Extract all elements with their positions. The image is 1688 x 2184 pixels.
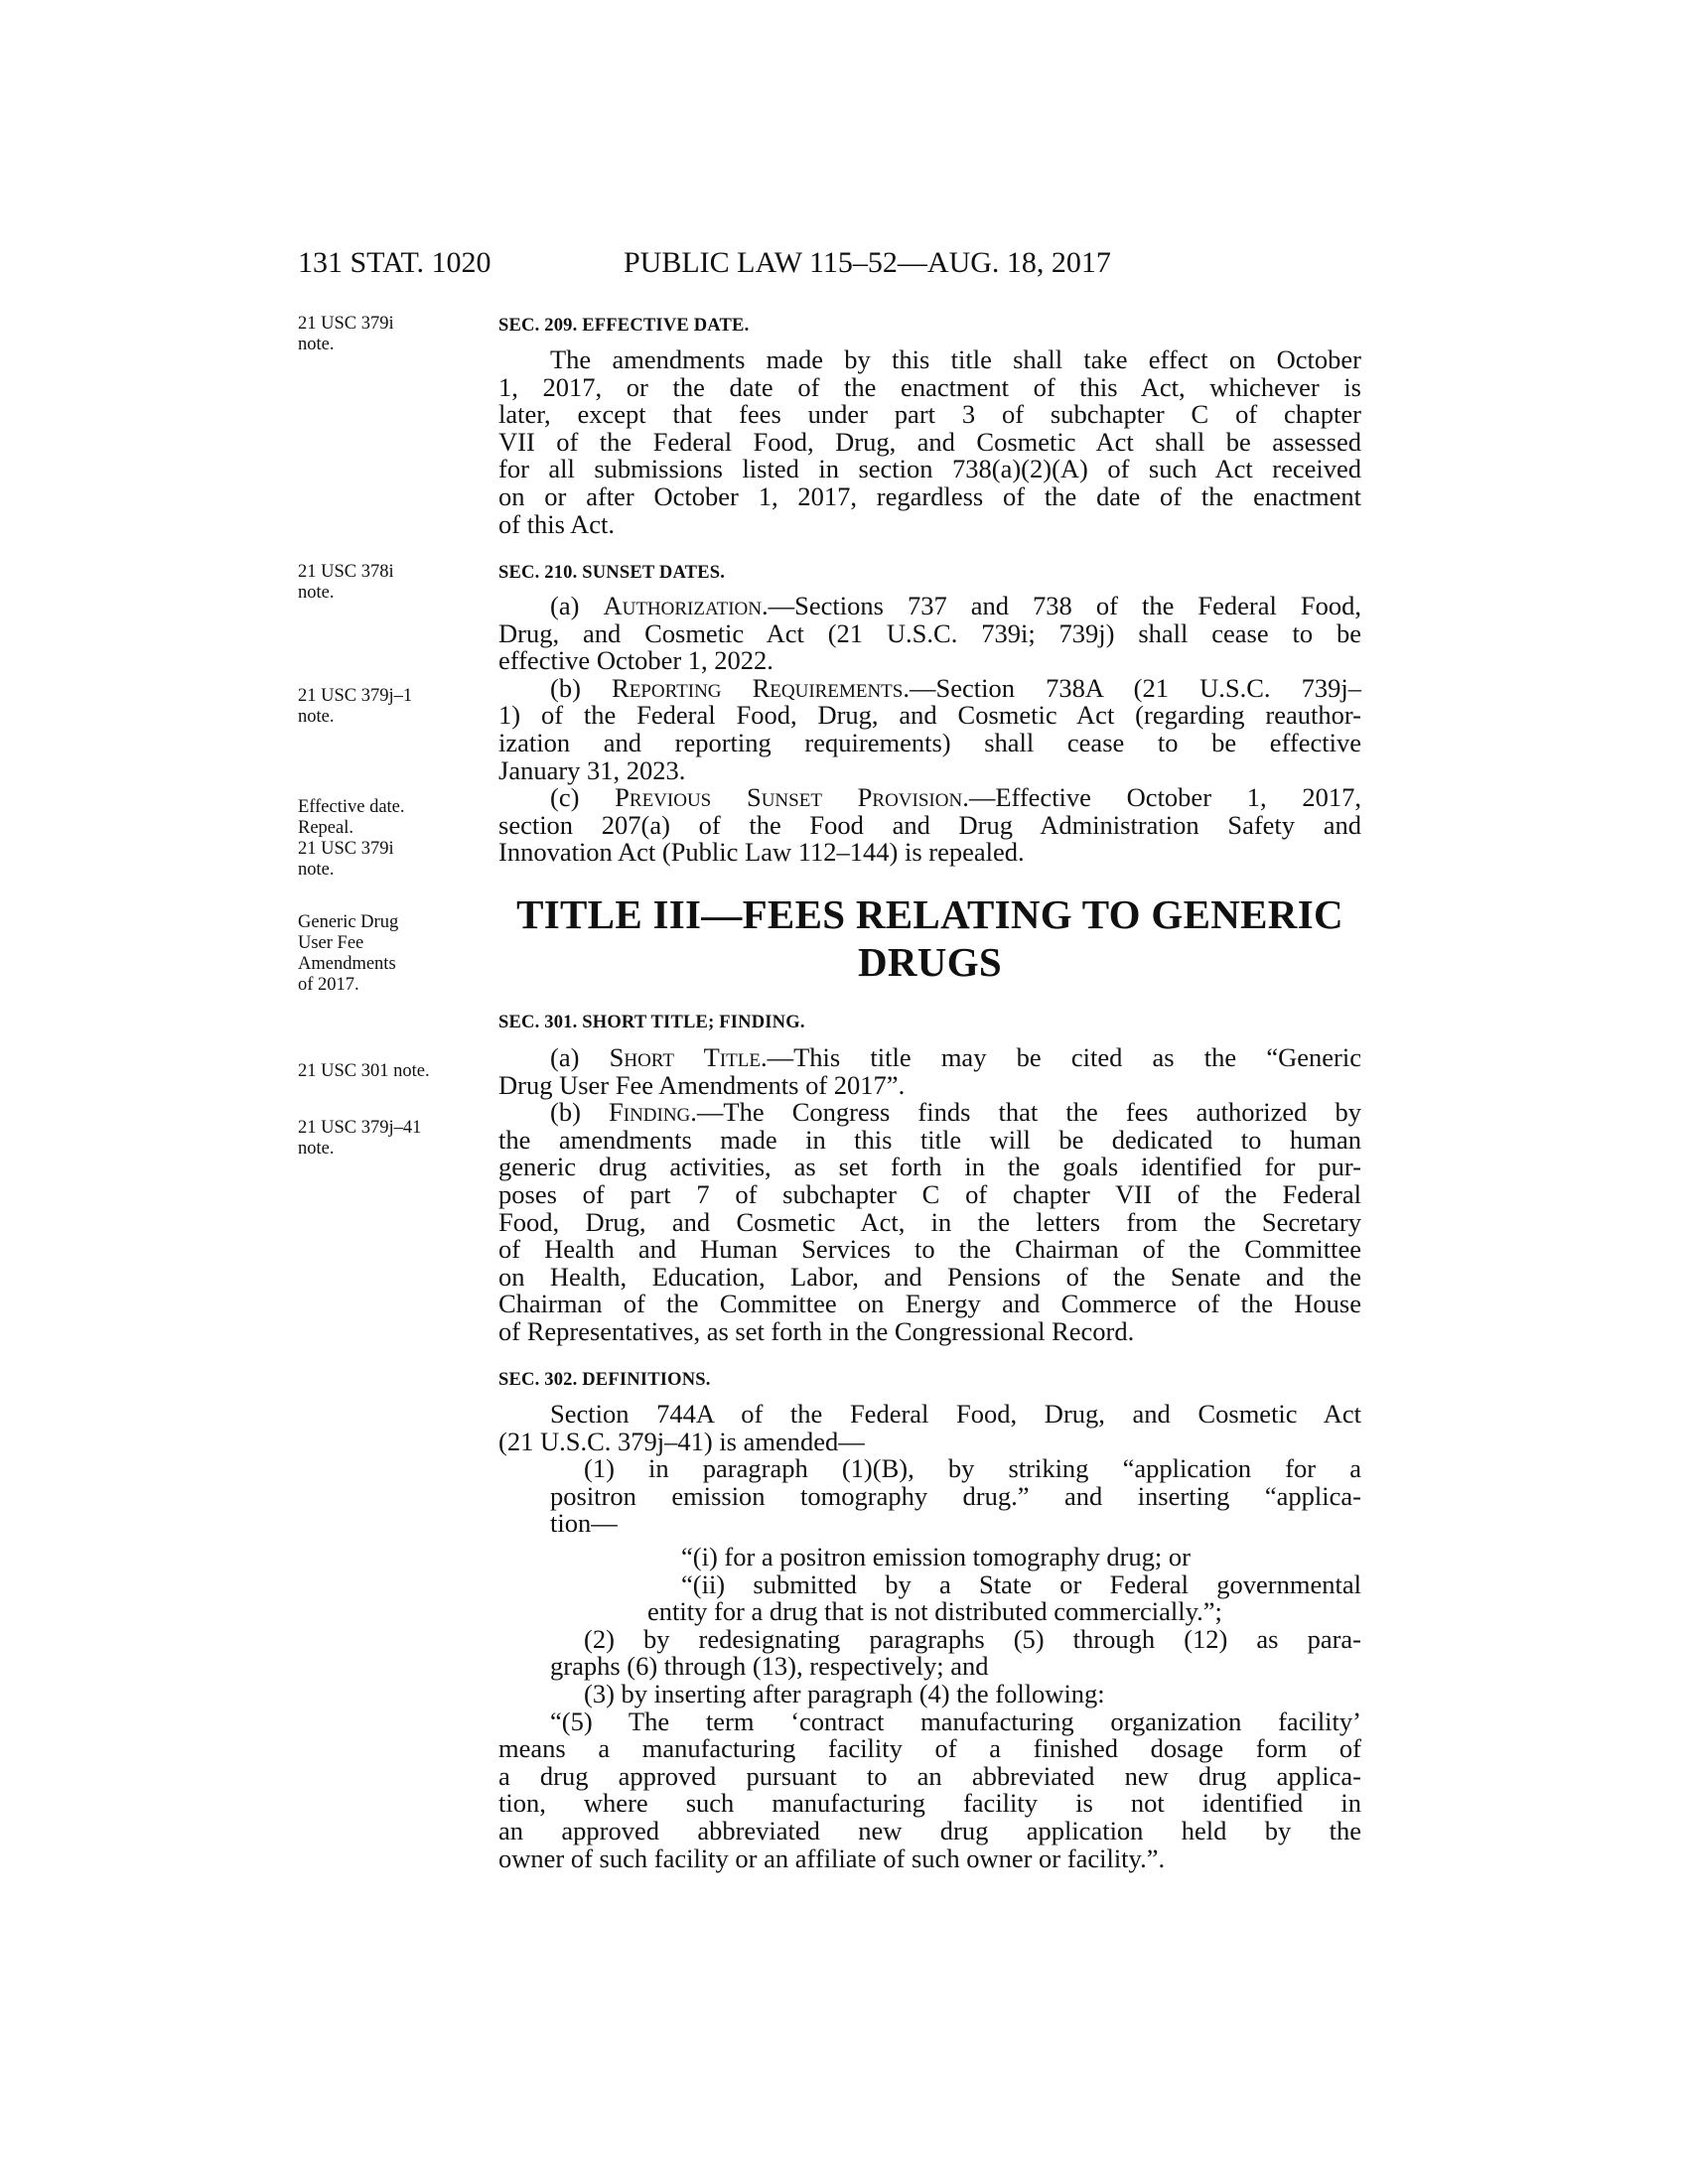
subsection-text: .—This title may be cited as the “Generic <box>760 1042 1361 1072</box>
sidenote-sec210c <box>298 797 496 881</box>
subsection-label: (a) <box>550 591 604 620</box>
section-302-text <box>498 1401 1361 1872</box>
subsection-text: .—The Congress finds that the fees authorized by <box>690 1097 1361 1128</box>
text-line <box>498 1044 1361 1072</box>
text-line: VII of the Federal Food, Drug, and Cosmetic Act shall be assessed <box>498 426 1361 457</box>
text-line: “(i) for a positron emission tomography drug; or <box>681 1541 1191 1571</box>
text-line <box>498 672 1361 703</box>
text-line: entity for a drug that is not distributed commercially.”; <box>647 1596 1222 1627</box>
text-line: the amendments made in this title will be dedicated to human <box>498 1124 1361 1155</box>
sidenote-line: 21 USC 379j–41 <box>298 1118 422 1138</box>
section-210-text <box>498 593 1361 867</box>
sidenote-line: Repeal. <box>298 818 353 838</box>
text-line: of Health and Human Services to the Chairman of the Committee <box>498 1234 1361 1265</box>
subsection-label: (b) <box>550 672 613 703</box>
text-line <box>498 593 1361 620</box>
text-line <box>498 1099 1361 1127</box>
text-line: positron emission tomography drug.” and inserting “applica- <box>550 1480 1361 1511</box>
section-heading-301: SEC. 301. SHORT TITLE; FINDING. <box>498 1013 805 1032</box>
text-line: Drug User Fee Amendments of 2017”. <box>498 1069 906 1100</box>
subsection-caption: Previous Sunset Provision <box>615 782 963 813</box>
section-301-text <box>498 1044 1361 1346</box>
subsection-text: .—Effective October 1, 2017, <box>962 782 1361 813</box>
sidenote-sec210b <box>298 686 496 728</box>
text-line: tion— <box>550 1508 618 1539</box>
subsection-label: (c) <box>550 782 616 813</box>
text-line: an approved abbreviated new drug application held by the <box>498 1815 1361 1845</box>
sidenote-title3 <box>298 912 496 996</box>
subsection-text: .—Sections 737 and 738 of the Federal Food, <box>761 591 1361 620</box>
text-line: graphs (6) through (13), respectively; and <box>550 1651 989 1682</box>
sidenote-line: 21 USC 379j–1 <box>298 686 413 706</box>
sidenote-line: note. <box>298 707 335 727</box>
subsection-label: (b) <box>550 1097 609 1128</box>
title-line: DRUGS <box>857 939 1003 985</box>
sidenote-sec301a <box>298 1061 496 1082</box>
sidenote-sec301b <box>298 1118 496 1160</box>
section-heading-302: SEC. 302. DEFINITIONS. <box>498 1370 711 1390</box>
text-line: poses of part 7 of subchapter C of chapter VII of the Federal <box>498 1178 1361 1209</box>
text-line: (21 U.S.C. 379j–41) is amended— <box>498 1426 865 1456</box>
text-line: “(ii) submitted by a State or Federal governmental <box>681 1569 1361 1599</box>
text-line: section 207(a) of the Food and Drug Administration Safety and <box>498 809 1361 840</box>
text-line: for all submissions listed in section 738(a)(2)(A) of such Act received <box>498 454 1361 484</box>
sidenote-line: note. <box>298 860 335 880</box>
sidenote-line: 21 USC 379i <box>298 314 394 334</box>
section-209-text <box>498 346 1361 538</box>
text-line: 1, 2017, or the date of the enactment of this Act, whichever is <box>498 371 1361 402</box>
text-line: of this Act. <box>498 508 616 539</box>
text-line: Chairman of the Committee on Energy and Commerce of the House <box>498 1289 1361 1319</box>
sidenote-line: 21 USC 301 note. <box>298 1061 430 1081</box>
section-heading-209: SEC. 209. EFFECTIVE DATE. <box>498 316 750 336</box>
sidenote-line: Amendments <box>298 954 396 974</box>
sidenote-sec209 <box>298 314 496 355</box>
text-line: ization and reporting requirements) shall cease to be effective <box>498 727 1361 757</box>
text-line: means a manufacturing facility of a finished dosage form of <box>498 1733 1361 1764</box>
text-line: Section 744A of the Federal Food, Drug, and Cosmetic Act <box>550 1399 1361 1429</box>
subsection-caption: Reporting Requirements <box>612 672 904 703</box>
subsection-label: (a) <box>550 1042 610 1072</box>
subsection-caption: Authorization <box>603 591 762 620</box>
text-line: Drug, and Cosmetic Act (21 U.S.C. 739i; 739j) shall cease to be <box>498 617 1361 648</box>
text-line: a drug approved pursuant to an abbreviated new drug applica- <box>498 1760 1361 1791</box>
text-line <box>498 784 1361 812</box>
text-line: generic drug activities, as set forth in the goals identified for pur- <box>498 1152 1361 1182</box>
sidenote-line: User Fee <box>298 933 364 953</box>
text-line: The amendments made by this title shall take effect on October <box>550 344 1361 374</box>
text-line: later, except that fees under part 3 of subchapter C of chapter <box>498 399 1361 430</box>
text-line: January 31, 2023. <box>498 754 686 785</box>
text-line: tion, where such manufacturing facility is not identified in <box>498 1788 1361 1819</box>
text-line: (1) in paragraph (1)(B), by striking “application for a <box>584 1453 1361 1484</box>
subsection-caption: Short Title <box>609 1042 761 1072</box>
text-line: Food, Drug, and Cosmetic Act, in the letters from the Secretary <box>498 1206 1361 1237</box>
running-head-law: PUBLIC LAW 115–52—AUG. 18, 2017 <box>624 246 1111 279</box>
text-line: of Representatives, as set forth in the Congressional Record. <box>498 1315 1135 1346</box>
sidenote-sec210 <box>298 562 496 604</box>
text-line: “(5) The term ‘contract manufacturing organization facility’ <box>550 1706 1361 1736</box>
sidenote-line: 21 USC 379i <box>298 839 394 859</box>
subsection-caption: Finding <box>609 1097 691 1128</box>
subsection-text: .—Section 738A (21 U.S.C. 739j– <box>903 672 1361 703</box>
text-line: effective October 1, 2022. <box>498 645 774 676</box>
sidenote-line: Generic Drug <box>298 912 399 932</box>
sidenote-line: of 2017. <box>298 975 359 995</box>
title-iii-heading <box>498 890 1361 986</box>
text-line: (3) by inserting after paragraph (4) the following: <box>584 1678 1105 1708</box>
page-stat-citation: 131 STAT. 1020 <box>298 246 492 279</box>
text-line: on Health, Education, Labor, and Pensions of the Senate and the <box>498 1261 1361 1292</box>
sidenote-line: note. <box>298 335 335 354</box>
sidenote-line: 21 USC 378i <box>298 562 394 582</box>
title-line: TITLE III—FEES RELATING TO GENERIC <box>516 891 1343 937</box>
text-line: owner of such facility or an affiliate of such owner or facility.”. <box>498 1843 1166 1873</box>
text-line: Innovation Act (Public Law 112–144) is repealed. <box>498 837 1025 868</box>
text-line: (2) by redesignating paragraphs (5) through (12) as para- <box>584 1623 1361 1654</box>
text-line: on or after October 1, 2017, regardless of the date of the enactment <box>498 480 1361 511</box>
text-line: 1) of the Federal Food, Drug, and Cosmetic Act (regarding reauthor- <box>498 700 1361 731</box>
sidenote-line: note. <box>298 1139 335 1159</box>
section-heading-210: SEC. 210. SUNSET DATES. <box>498 563 726 583</box>
sidenote-line: Effective date. <box>298 797 405 817</box>
sidenote-line: note. <box>298 583 335 603</box>
